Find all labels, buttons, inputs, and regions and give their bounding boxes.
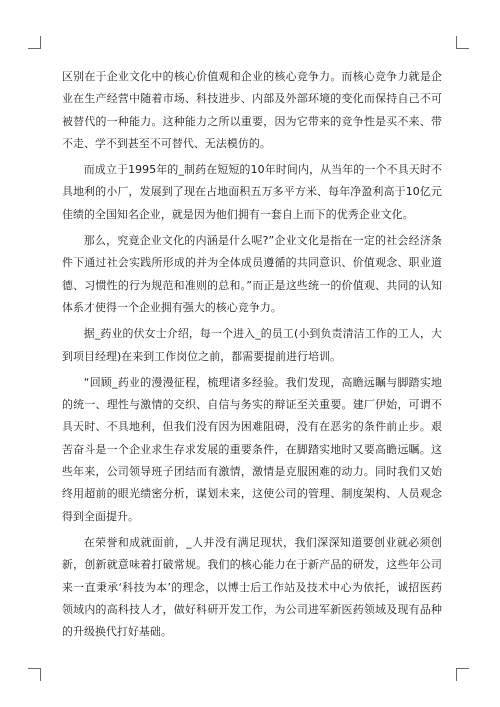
paragraph-innovation: 在荣誉和成就面前，_人并没有满足现状，我们深深知道要创业就必须创新，创新就意味着打破常规。我们的核心能力在于新产品的研发，这些年公司来一直秉承‘科技为本’的理念，以博士后工作站及技术中心为依托，诚招医药领域内的高科技人才，做好科研开发工作，为公司进军新医药领域及现有品种的升级换代打好基础。 <box>62 535 442 639</box>
crop-mark-bottom-right <box>456 668 469 681</box>
document-body <box>62 66 442 647</box>
paragraph-core-competence: 区别在于企业文化中的核心价值观和企业的核心竞争力。而核心竞争力就是企业在生产经营中随着市场、科技进步、内部及外部环境的变化而保持自己不可被替代的一种能力。这种能力之所以重要，因为它带来的竞争性是买不来、带不走、学不到甚至不可替代、无法模仿的。 <box>62 70 442 150</box>
crop-mark-bottom-left <box>28 668 41 681</box>
paragraph-review-experience: “回顾_药业的漫漫征程，梳理诸多经验。我们发现，高瞻远瞩与脚踏实地的统一、理性与激情的交织、自信与务实的辩证至关重要。建厂伊始，可谓不具天时、不具地利，但我们没有因为困难阻碍，没有在恶劣的条件前止步。艰苦奋斗是一个企业求生存求发展的重要条件，在脚踏实地时又要高瞻远瞩。这些年来，公司领导班子团结而有激情，激情是克服困难的动力。同时我们又始终用超前的眼光绩密分析，谋划未来，这使公司的管理、制度架构、人员观念得到全面提升。 <box>62 375 442 523</box>
crop-mark-top-left <box>28 36 41 49</box>
paragraph-company-history: 而成立于1995年的_制药在短短的10年时间内，从当年的一个不具天时不具地利的小厂，发展到了现在占地面积五万多平方米、每年净盈利高于10亿元佳绩的全国知名企业，就是因为他们拥有一套自上而下的优秀企业文化。 <box>62 163 442 221</box>
paragraph-staff-training: 据_药业的伏女士介绍，每一个进入_的员工(小到负责清洁工作的工人，大到项目经理)在来到工作岗位之前，都需要提前进行培训。 <box>62 327 442 363</box>
crop-mark-top-right <box>456 36 469 49</box>
paragraph-culture-definition: 那么，究竟企业文化的内涵是什么呢?”企业文化是指在一定的社会经济条件下通过社会实践所形成的并为全体成员遵循的共同意识、价值观念、职业道德、习惯性的行为规范和准则的总和。”而正是这些统一的价值观、共同的认知体系才使得一个企业拥有强大的核心竞争力。 <box>62 234 442 314</box>
